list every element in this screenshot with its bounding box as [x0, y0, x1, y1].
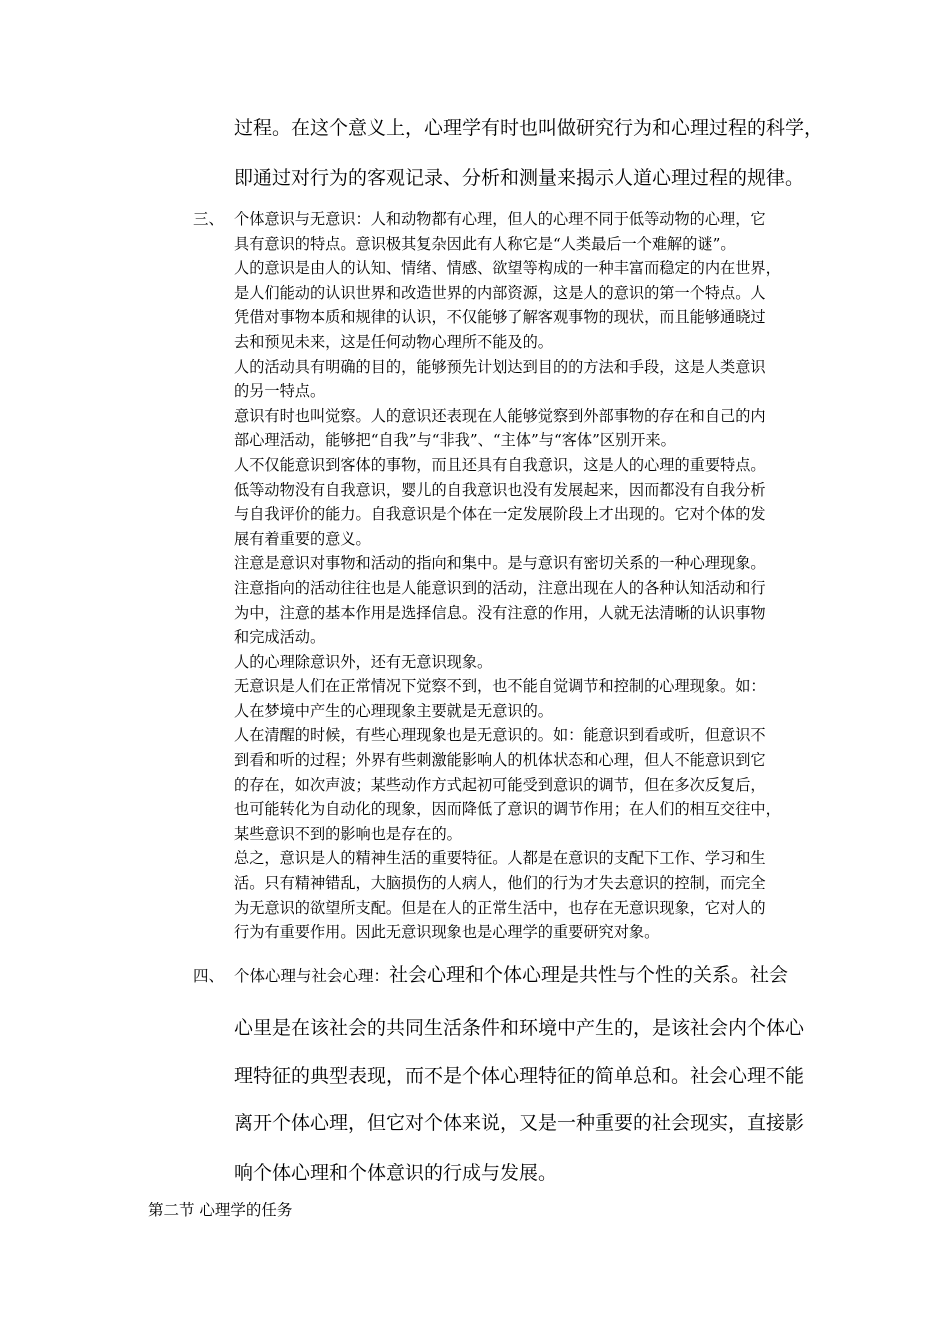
intro-line-2: 即通过对行为的客观记录、分析和测量来揭示人道心理过程的规律。 — [234, 167, 805, 189]
section-3-line: 人在梦境中产生的心理现象主要就是无意识的。 — [234, 701, 553, 720]
section-3-line: 无意识是人们在正常情况下觉察不到，也不能自觉调节和控制的心理现象。如： — [234, 677, 766, 696]
section-3-line — [234, 207, 854, 232]
section-3-line: 人不仅能意识到客体的事物，而且还具有自我意识，这是人的心理的重要特点。 — [234, 455, 766, 474]
section-4-line: 理特征的典型表现，而不是个体心理特征的简单总和。社会心理不能 — [234, 1065, 805, 1087]
section-3-body — [234, 207, 854, 945]
section-3-line: 与自我评价的能力。自我意识是个体在一定发展阶段上才出现的。它对个体的发 — [234, 505, 766, 524]
section-3-line: 凭借对事物本质和规律的认识，不仅能够了解客观事物的现状，而且能够通晓过 — [234, 308, 766, 327]
section-4-first-line — [234, 960, 788, 987]
section-4-text: 社会心理和个体心理是共性与个性的关系。社会 — [389, 964, 789, 986]
section-3-line: 的另一特点。 — [234, 382, 326, 401]
section-3-line: 也可能转化为自动化的现象，因而降低了意识的调节作用；在人们的相互交往中， — [234, 800, 781, 819]
section-3-text: 人和动物都有心理，但人的心理不同于低等动物的心理，它 — [370, 210, 766, 228]
section-3-line: 的存在，如次声波；某些动作方式起初可能受到意识的调节，但在多次反复后， — [234, 775, 766, 794]
section-3-line: 注意指向的活动往往也是人能意识到的活动，注意出现在人的各种认知活动和行 — [234, 578, 766, 597]
section-3-line: 意识有时也叫觉察。人的意识还表现在人能够觉察到外部事物的存在和自己的内 — [234, 406, 766, 425]
section-3-line: 活。只有精神错乱，大脑损伤的人病人，他们的行为才失去意识的控制，而完全 — [234, 874, 766, 893]
section-4-label: 个体心理与社会心理： — [234, 967, 390, 985]
section-3-line: 去和预见未来，这是任何动物心理所不能及的。 — [234, 332, 553, 351]
section-3-line: 低等动物没有自我意识，婴儿的自我意识也没有发展起来，因而都没有自我分析 — [234, 480, 766, 499]
section-3-line: 人在清醒的时候，有些心理现象也是无意识的。如：能意识到看或听，但意识不 — [234, 726, 766, 745]
section-4-line: 心里是在该社会的共同生活条件和环境中产生的，是该社会内个体心 — [234, 1017, 805, 1039]
section-3-line: 是人们能动的认识世界和改造世界的内部资源，这是人的意识的第一个特点。人 — [234, 283, 766, 302]
section-3-line: 展有着重要的意义。 — [234, 529, 371, 548]
section-4-line: 离开个体心理，但它对个体来说，又是一种重要的社会现实，直接影 — [234, 1112, 805, 1134]
section-3-line: 到看和听的过程；外界有些刺激能影响人的机体状态和心理，但人不能意识到它 — [234, 751, 766, 770]
section-3-label: 个体意识与无意识： — [234, 210, 371, 228]
section-3-line: 为中，注意的基本作用是选择信息。没有注意的作用，人就无法清晰的认识事物 — [234, 603, 766, 622]
section-3-marker: 三、 — [193, 210, 225, 228]
section-4-line: 响个体心理和个体意识的行成与发展。 — [234, 1162, 558, 1184]
section-4-marker: 四、 — [193, 967, 225, 985]
section-3-line: 人的心理除意识外，还有无意识现象。 — [234, 652, 493, 671]
section-3-line: 具有意识的特点。意识极其复杂因此有人称它是“人类最后一个难解的谜”。 — [234, 234, 736, 253]
section-3-line: 总之，意识是人的精神生活的重要特征。人都是在意识的支配下工作、学习和生 — [234, 849, 766, 868]
section-3-line: 为无意识的欲望所支配。但是在人的正常生活中，也存在无意识现象，它对人的 — [234, 898, 766, 917]
section-heading: 第二节 心理学的任务 — [148, 1201, 293, 1219]
section-3-line: 部心理活动，能够把“自我”与“非我”、“主体”与“客体”区别开来。 — [234, 431, 676, 450]
section-3-line: 行为有重要作用。因此无意识现象也是心理学的重要研究对象。 — [234, 923, 660, 942]
section-3-line: 人的活动具有明确的目的，能够预先计划达到目的的方法和手段，这是人类意识 — [234, 357, 766, 376]
intro-line-1: 过程。在这个意义上，心理学有时也叫做研究行为和心理过程的科学， — [234, 117, 824, 139]
section-3-line: 人的意识是由人的认知、情绪、情感、欲望等构成的一种丰富而稳定的内在世界， — [234, 259, 781, 278]
section-3-line: 和完成活动。 — [234, 628, 326, 647]
section-3-line: 某些意识不到的影响也是存在的。 — [234, 824, 462, 843]
section-3-line: 注意是意识对事物和活动的指向和集中。是与意识有密切关系的一种心理现象。 — [234, 554, 766, 573]
